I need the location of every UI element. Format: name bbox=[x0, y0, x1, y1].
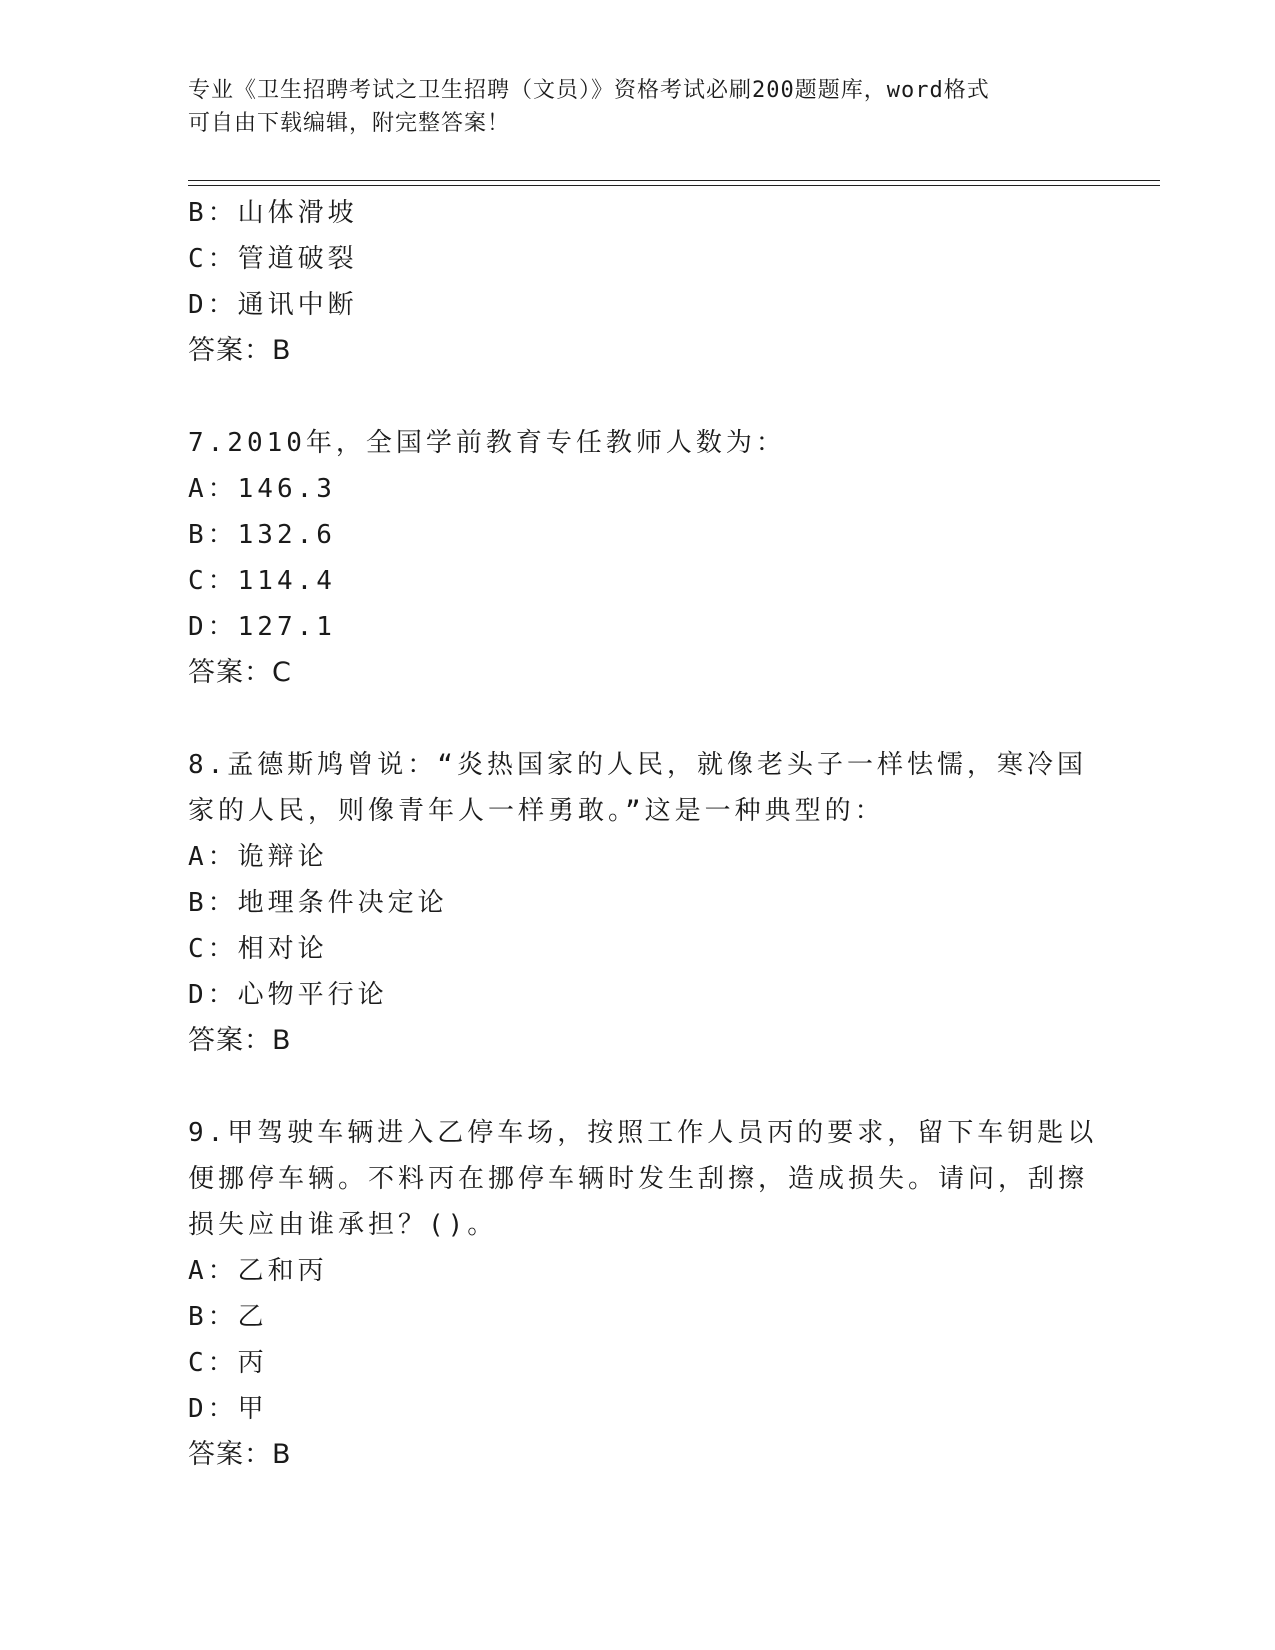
question-list bbox=[188, 190, 1098, 1478]
option-text: 乙 bbox=[237, 1302, 268, 1332]
question-stem: 损失应由谁承担？()。 bbox=[188, 1210, 498, 1240]
option-b bbox=[188, 512, 1068, 558]
option-text: 丙 bbox=[237, 1348, 268, 1378]
option-text: 乙和丙 bbox=[237, 1256, 328, 1286]
question-7 bbox=[188, 420, 1068, 696]
question-stem: 便挪停车辆。不料丙在挪停车辆时发生刮擦，造成损失。请问，刮擦 bbox=[188, 1164, 1089, 1194]
option-letter: D： bbox=[188, 290, 238, 320]
question-stem: 家的人民，则像青年人一样勇敢。”这是一种典型的： bbox=[188, 796, 885, 826]
answer-line: 答案：B bbox=[188, 335, 292, 366]
document-header bbox=[188, 74, 1068, 140]
option-letter: D： bbox=[188, 1394, 238, 1424]
option-letter: B： bbox=[188, 520, 238, 550]
option-letter: D： bbox=[188, 980, 238, 1010]
option-d bbox=[188, 972, 1068, 1018]
question-stem: 7.2010年，全国学前教育专任教师人数为： bbox=[188, 428, 786, 458]
option-letter: C： bbox=[188, 934, 238, 964]
option-text: 146.3 bbox=[237, 474, 336, 504]
option-c bbox=[188, 1340, 1068, 1386]
option-text: 管道破裂 bbox=[237, 244, 358, 274]
option-text: 相对论 bbox=[237, 934, 328, 964]
option-c bbox=[188, 926, 1068, 972]
option-text: 甲 bbox=[237, 1394, 268, 1424]
option-a bbox=[188, 466, 1068, 512]
option-b bbox=[188, 880, 1068, 926]
question-8 bbox=[188, 742, 1087, 1064]
option-d bbox=[188, 604, 1068, 650]
option-b bbox=[188, 190, 1068, 236]
option-text: 127.1 bbox=[237, 612, 336, 642]
option-a bbox=[188, 834, 1068, 880]
option-letter: B： bbox=[188, 1302, 238, 1332]
option-a bbox=[188, 1248, 1068, 1294]
answer-line: 答案：B bbox=[188, 1439, 292, 1470]
header-divider-bottom bbox=[188, 185, 1160, 186]
option-d bbox=[188, 1386, 1068, 1432]
question-stem: 8.孟德斯鸠曾说：“炎热国家的人民，就像老头子一样怯懦，寒冷国 bbox=[188, 750, 1087, 780]
option-b bbox=[188, 1294, 1068, 1340]
option-c bbox=[188, 558, 1068, 604]
option-letter: C： bbox=[188, 244, 238, 274]
option-letter: A： bbox=[188, 1256, 238, 1286]
header-divider-top bbox=[188, 180, 1160, 181]
answer-line: 答案：C bbox=[188, 657, 292, 688]
question-9 bbox=[188, 1110, 1098, 1478]
option-text: 通讯中断 bbox=[237, 290, 358, 320]
option-text: 心物平行论 bbox=[237, 980, 388, 1010]
option-letter: A： bbox=[188, 842, 238, 872]
option-letter: B： bbox=[188, 198, 238, 228]
option-letter: A： bbox=[188, 474, 238, 504]
question-6-tail bbox=[188, 190, 1068, 374]
option-letter: B： bbox=[188, 888, 238, 918]
question-stem: 9.甲驾驶车辆进入乙停车场，按照工作人员丙的要求，留下车钥匙以 bbox=[188, 1118, 1098, 1148]
option-letter: C： bbox=[188, 566, 238, 596]
option-text: 诡辩论 bbox=[237, 842, 328, 872]
option-letter: D： bbox=[188, 612, 238, 642]
option-text: 山体滑坡 bbox=[237, 198, 358, 228]
option-text: 132.6 bbox=[237, 520, 336, 550]
header-line-1: 专业《卫生招聘考试之卫生招聘（文员）》资格考试必刷200题题库，word格式 bbox=[188, 78, 990, 103]
option-d bbox=[188, 282, 1068, 328]
header-line-2: 可自由下载编辑，附完整答案！ bbox=[188, 111, 511, 136]
option-letter: C： bbox=[188, 1348, 238, 1378]
option-text: 地理条件决定论 bbox=[237, 888, 448, 918]
option-text: 114.4 bbox=[237, 566, 336, 596]
answer-line: 答案：B bbox=[188, 1025, 292, 1056]
option-c bbox=[188, 236, 1068, 282]
